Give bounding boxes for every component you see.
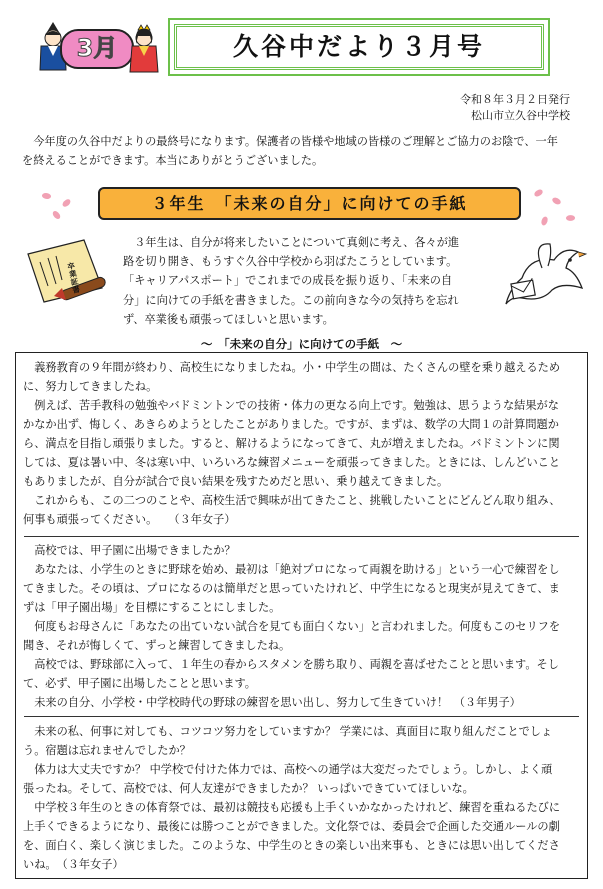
dove-letter-icon xyxy=(502,238,588,318)
letter-line: を、面白く、楽しく演じました。このような、中学生のときの楽しい出来事も、ときには思い出してくださ xyxy=(23,839,560,852)
letter-line: いね。 （３年女子） xyxy=(23,858,124,871)
letter-line: 体力は大丈夫ですか？ 中学校で付けた体力では、高校への通学は大変だったでしょう。しかし、よく頑 xyxy=(23,763,553,776)
letter-line: 上手くできるようになり、最後には勝つことができました。文化祭では、委員会で企画した交通ルールの劇 xyxy=(23,820,560,833)
letter-line: 高校では、甲子園に出場できましたか？ xyxy=(23,544,236,557)
letter-line: かなか出ず、悔しく、あきらめようとしたことがありました。ですが、まずは、数学の大問１の計算問題か xyxy=(23,418,559,431)
lead-line: ３年生は、自分が将来したいことについて真剣に考え、各々が進 xyxy=(134,236,460,249)
petal-decoration xyxy=(52,210,62,221)
month-badge: 3月 xyxy=(60,29,134,69)
petal-decoration xyxy=(551,196,562,206)
petal-decoration xyxy=(566,214,576,221)
letter-line: 張ったね。そして、高校では、何人友達ができましたか？ いっぱいできていてほしいな。 xyxy=(23,782,474,795)
letter-line: う。宿題は忘れませんでしたか？ xyxy=(23,744,191,757)
letter-line: 聞き、それが悔しくて、ずっと練習してきましたね。 xyxy=(23,639,291,652)
intro-line: 今年度の久谷中だよりの最終号になります。保護者の皆様や地域の皆様のご理解とご協力のお陰で、一年 xyxy=(33,135,558,148)
letter-line: 何事も頑張ってください。 （３年女子） xyxy=(23,513,236,526)
letters-subheading: ～ 「未来の自分」に向けての手紙 ～ xyxy=(200,337,403,351)
title-frame xyxy=(168,18,550,76)
intro-paragraph xyxy=(22,132,582,170)
letter-2 xyxy=(23,541,583,712)
lead-line: 路を切り開き、もうすぐ久谷中学校から羽ばたこうとしています。 xyxy=(123,255,458,269)
lead-line: 「キャリアパスポート」でこれまでの成長を振り返り、「未来の自 xyxy=(123,274,453,288)
petal-decoration xyxy=(533,189,544,198)
letter-line: て、必ず、甲子園に出場したことと思います。 xyxy=(23,677,256,690)
petal-decoration xyxy=(61,198,72,208)
diploma-scroll-label: 卒業証書 xyxy=(66,261,81,295)
publisher: 松山市立久谷中学校 xyxy=(471,109,570,122)
lead-line: 分」に向けての手紙を書きました。この前向きな今の気持ちを忘れ xyxy=(123,293,459,307)
letter-line: 何度もお母さんに「あなたの出ていない試合を見ても面白くない」と言われました。何度もこのセリフを xyxy=(23,620,561,633)
page-title: 久谷中だより３月号 xyxy=(174,24,544,70)
girl-doll-icon xyxy=(128,24,160,74)
section-banner: ３年生 「未来の自分」に向けての手紙 xyxy=(98,187,521,220)
letter-line: 未来の自分、小学校・中学校時代の野球の練習を思い出し、努力して生きていけ！ （３年男子） xyxy=(23,696,521,709)
intro-line: を終えることができます。本当にありがとうございました。 xyxy=(22,154,324,167)
letter-1 xyxy=(23,358,583,529)
letter-line: 義務教育の９年間が終わり、高校生になりましたね。小・中学生の間は、たくさんの壁を乗り越えるため xyxy=(23,361,561,374)
letter-line: 未来の私、何事に対しても、コツコツ努力をしていますか？ 学業には、真面目に取り組んだことでしょ xyxy=(23,725,553,738)
issue-info xyxy=(460,92,570,124)
letter-3 xyxy=(23,722,583,874)
letter-line: ずは「甲子園出場」を目標にすることにしました。 xyxy=(23,601,281,614)
letter-line: 中学校３年生のときの体育祭では、最初は競技も応援も上手くいかなかったけれど、練習を重ねるたびに xyxy=(23,801,561,814)
lead-paragraph xyxy=(123,233,483,329)
letter-line: もありましたが、自分が試合で良い結果を残すためだと思い、乗り越えてきました。 xyxy=(23,475,449,488)
letter-line: しては、夏は暑い中、冬は寒い中、いろいろな練習メニューを頑張ってきました。ときには、しんどいこと xyxy=(23,456,561,469)
letter-line: に、努力してきましたね。 xyxy=(23,380,158,393)
letter-divider xyxy=(24,716,579,717)
issue-date: 令和８年３月２日発行 xyxy=(460,93,570,106)
petal-decoration xyxy=(41,192,52,201)
letter-line: 例えば、苦手教科の勉強やバドミントンでの技術・体力の更なる向上です。勉強は、思うような結果がな xyxy=(23,399,559,412)
letter-line: 高校では、野球部に入って、１年生の春からスタメンを勝ち取り、両親を喜ばせたことと思います。そし xyxy=(23,658,559,671)
letter-line: てきました。その頃は、プロになるのは簡単だと思っていたけれど、中学生になると現実が見えてきて、ま xyxy=(23,582,560,595)
letter-line: これからも、この二つのことや、高校生活で興味が出てきたこと、挑戦したいことにどんどん取り組み、 xyxy=(23,494,561,507)
letter-line: ら、満点を目指し頑張りました。すると、解けるようになってきて、丸が増えましたね。バドミントンに関 xyxy=(23,437,560,450)
letter-line: あなたは、小学生のときに野球を始め、最初は「絶対プロになって両親を助ける」という一心で練習をし xyxy=(23,563,560,576)
lead-line: ず、卒業後も頑張ってほしいと思います。 xyxy=(123,312,334,326)
letter-divider xyxy=(24,536,579,537)
petal-decoration xyxy=(540,216,550,227)
